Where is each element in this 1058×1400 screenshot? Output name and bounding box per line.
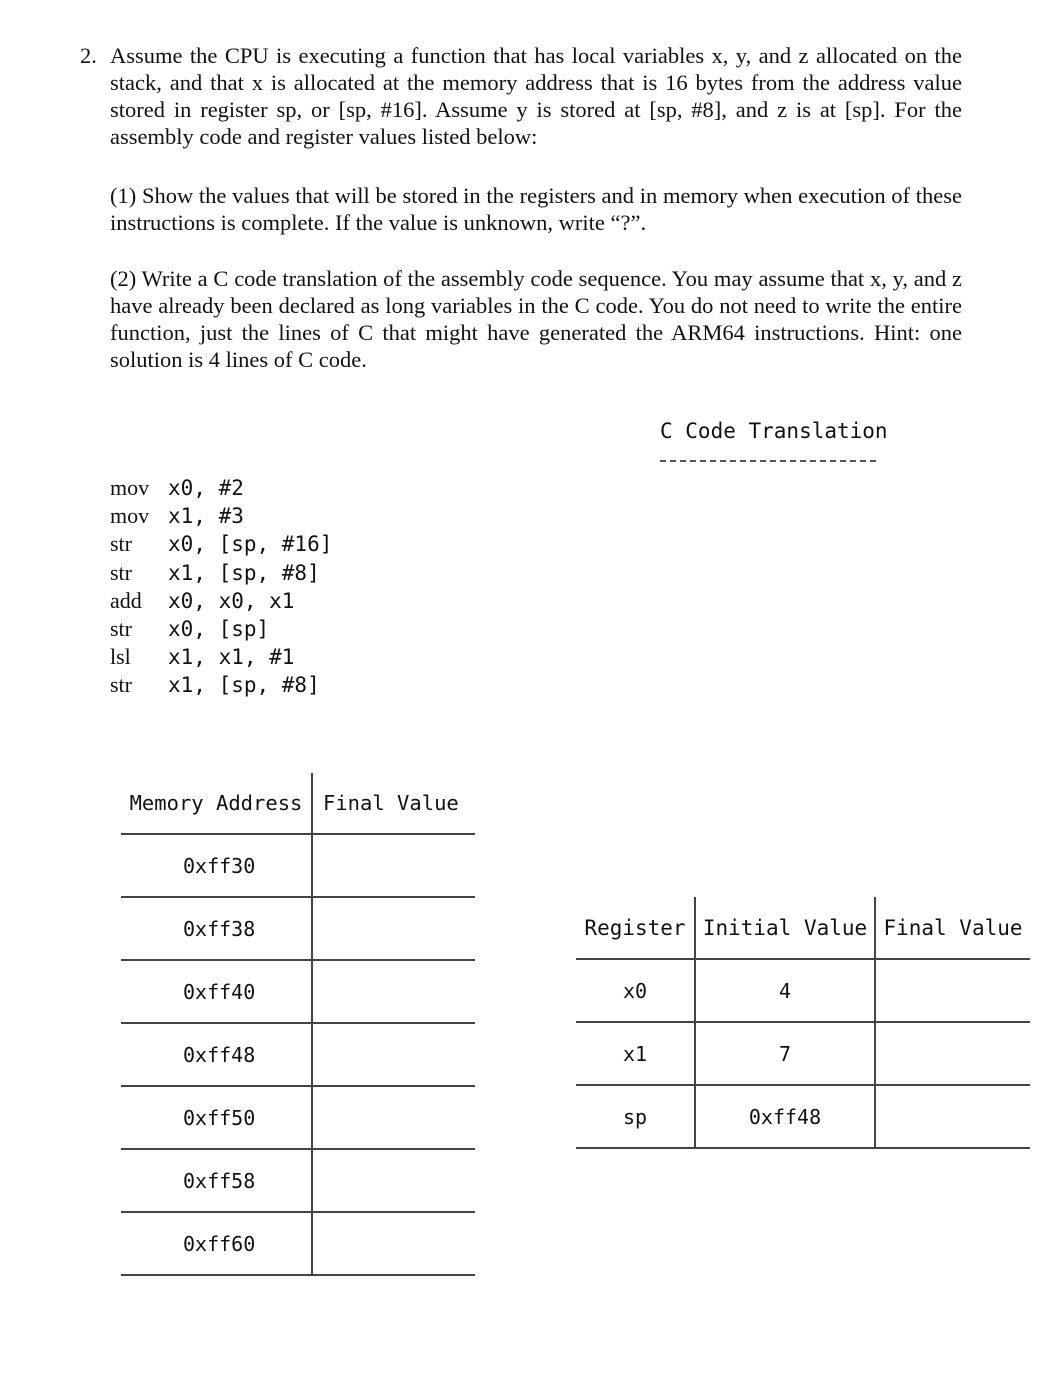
- table-row: [121, 897, 475, 960]
- table-row: [121, 834, 475, 897]
- assembly-listing: [110, 474, 332, 700]
- register-table-header: [576, 897, 1030, 959]
- assembly-line: str x0, [sp, #16]: [110, 531, 333, 557]
- register-header: Register: [576, 897, 695, 959]
- final-value-header: Final Value: [875, 897, 1030, 959]
- c-code-title: C Code Translation: [660, 419, 888, 443]
- c-code-answer-line: [660, 460, 876, 462]
- register-final-value[interactable]: [875, 959, 1030, 1022]
- table-row: [576, 1085, 1030, 1148]
- register-name: x1: [576, 1022, 695, 1085]
- table-row: [121, 960, 475, 1023]
- memory-final-value[interactable]: [312, 834, 475, 897]
- memory-address-header: Memory Address: [121, 773, 312, 834]
- register-initial-value: 4: [695, 959, 875, 1022]
- memory-address: 0xff38: [121, 897, 312, 960]
- assembly-line: mov x0, #2: [110, 475, 244, 500]
- initial-value-header: Initial Value: [695, 897, 875, 959]
- assembly-line: str x0, [sp]: [110, 616, 270, 642]
- assembly-line: mov x1, #3: [110, 503, 244, 529]
- register-final-value[interactable]: [875, 1022, 1030, 1085]
- memory-address: 0xff48: [121, 1023, 312, 1086]
- table-row: [576, 1022, 1030, 1085]
- memory-address: 0xff58: [121, 1149, 312, 1212]
- memory-final-value[interactable]: [312, 1023, 475, 1086]
- table-row: [121, 1023, 475, 1086]
- register-table: [576, 897, 1030, 1149]
- question-part-2: (2) Write a C code translation of the assembly code sequence. You may assume that x, y, and z have already been declared as long variables in the C code. You do not need to write the entire function, just the lines of C that might have generated the ARM64 instructions. Hint: one solution is 4 lines of C code.: [110, 266, 962, 372]
- memory-final-value[interactable]: [312, 1149, 475, 1212]
- memory-address: 0xff50: [121, 1086, 312, 1149]
- register-final-value[interactable]: [875, 1085, 1030, 1148]
- register-initial-value: 7: [695, 1022, 875, 1085]
- register-name: x0: [576, 959, 695, 1022]
- question-block: [80, 42, 962, 150]
- question-stem: Assume the CPU is executing a function that has local variables x, y, and z allocated on the stack, and that x is allocated at the memory address that is 16 bytes from the address value stored in register sp, or [sp, #16]. Assume y is stored at [sp, #8], and z is at [sp]. For the assembly code and register values listed below:: [110, 43, 962, 149]
- memory-address: 0xff30: [121, 834, 312, 897]
- memory-address: 0xff60: [121, 1212, 312, 1275]
- assembly-line: lsl x1, x1, #1: [110, 644, 295, 670]
- memory-final-value[interactable]: [312, 1086, 475, 1149]
- memory-table: [121, 773, 475, 1276]
- memory-final-header: Final Value: [312, 773, 475, 834]
- assembly-line: add x0, x0, x1: [110, 587, 295, 613]
- assembly-line: str x1, [sp, #8]: [110, 559, 320, 585]
- memory-final-value[interactable]: [312, 1212, 475, 1275]
- assembly-line: str x1, [sp, #8]: [110, 672, 320, 698]
- register-name: sp: [576, 1085, 695, 1148]
- table-row: [121, 1149, 475, 1212]
- table-row: [121, 1212, 475, 1275]
- memory-table-header: [121, 773, 475, 834]
- question-number: 2.: [80, 43, 97, 68]
- memory-final-value[interactable]: [312, 897, 475, 960]
- table-row: [576, 959, 1030, 1022]
- table-row: [121, 1086, 475, 1149]
- question-part-1: (1) Show the values that will be stored in the registers and in memory when execution of these instructions is complete. If the value is unknown, write “?”.: [110, 183, 962, 235]
- memory-final-value[interactable]: [312, 960, 475, 1023]
- memory-address: 0xff40: [121, 960, 312, 1023]
- register-initial-value: 0xff48: [695, 1085, 875, 1148]
